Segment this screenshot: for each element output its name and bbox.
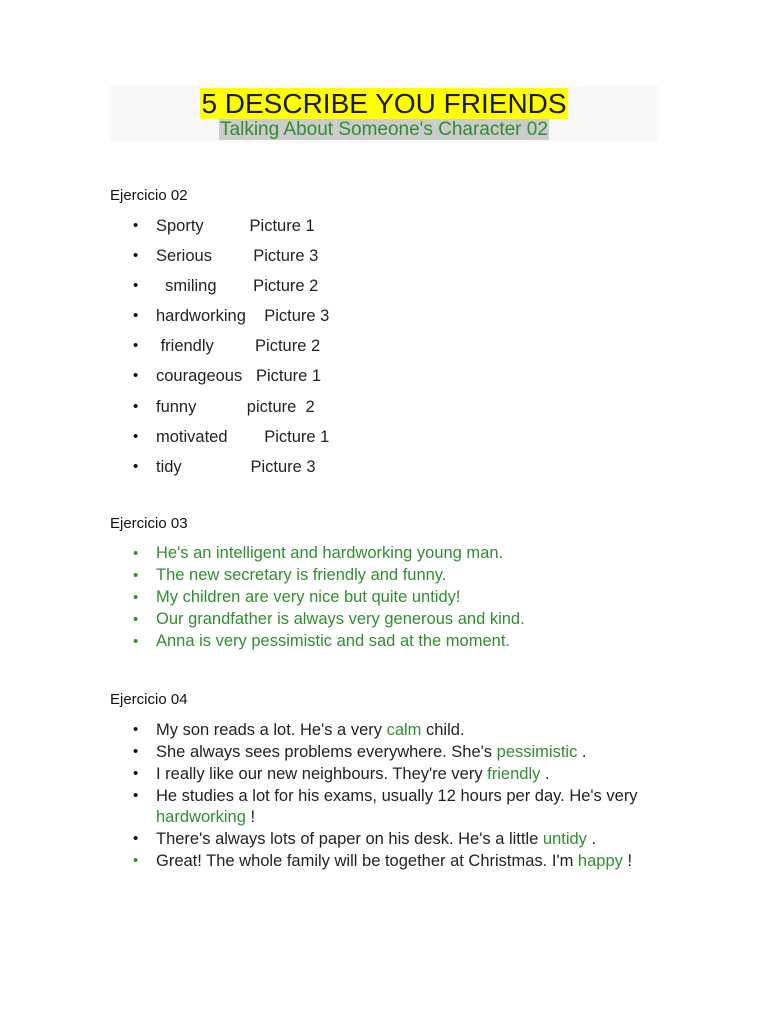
- list-item: • He's an intelligent and hardworking young man.: [133, 543, 525, 565]
- exercise-02-label: Ejercicio 02: [110, 187, 188, 204]
- answer-word: hardworking: [156, 807, 246, 826]
- list-item: • funny picture 2: [133, 392, 329, 422]
- exercise-02-list: [133, 211, 329, 482]
- list-item: • courageous Picture 1: [133, 361, 329, 391]
- answer-word: happy: [577, 851, 623, 870]
- sentence-text: I really like our new neighbours. They're very: [156, 765, 488, 783]
- exercise-03-list: [133, 543, 525, 652]
- list-item: • My children are very nice but quite untidy!: [133, 587, 525, 609]
- page-title: 5 DESCRIBE YOU FRIENDS: [201, 88, 567, 119]
- sentence-text: She always sees problems everywhere. She's: [156, 743, 497, 761]
- list-item: • Sporty Picture 1: [133, 211, 329, 241]
- exercise-04-label: Ejercicio 04: [110, 691, 188, 708]
- sentence-end: !: [622, 851, 633, 870]
- list-item: • friendly Picture 2: [133, 331, 329, 361]
- sentence-end: child.: [421, 721, 465, 739]
- answer-word: friendly: [487, 765, 541, 783]
- page-subtitle: Talking About Someone's Character 02: [220, 119, 548, 140]
- sentence-end: !: [245, 807, 256, 826]
- answer-word: untidy: [542, 829, 587, 848]
- sentence-text: Great! The whole family will be together at Christmas. I'm: [156, 851, 578, 870]
- list-item: [133, 764, 646, 785]
- list-item: • tidy Picture 3: [133, 452, 329, 482]
- list-item: [133, 851, 646, 872]
- list-item: [133, 829, 646, 850]
- sentence-end: .: [540, 765, 550, 783]
- sentence-text: There's always lots of paper on his desk. He's a little: [156, 829, 543, 848]
- sentence-end: .: [586, 829, 597, 848]
- list-item: • hardworking Picture 3: [133, 301, 329, 331]
- answer-word: calm: [386, 721, 422, 739]
- list-item: [133, 742, 646, 763]
- sentence-text: He studies a lot for his exams, usually 12 hours per day. He's very: [156, 787, 638, 805]
- exercise-03-label: Ejercicio 03: [110, 515, 188, 532]
- list-item: • smiling Picture 2: [133, 271, 329, 301]
- list-item: [133, 720, 646, 741]
- list-item: • motivated Picture 1: [133, 422, 329, 452]
- exercise-04-list: [133, 720, 646, 873]
- list-item: • Anna is very pessimistic and sad at the moment.: [133, 631, 525, 653]
- list-item: [133, 786, 646, 827]
- list-item: • Serious Picture 3: [133, 241, 329, 271]
- sentence-text: My son reads a lot. He's a very: [156, 721, 387, 739]
- page-header: [110, 86, 658, 142]
- answer-word: pessimistic: [496, 743, 578, 761]
- list-item: • The new secretary is friendly and funny.: [133, 565, 525, 587]
- sentence-end: .: [577, 743, 587, 761]
- list-item: • Our grandfather is always very generous and kind.: [133, 609, 525, 631]
